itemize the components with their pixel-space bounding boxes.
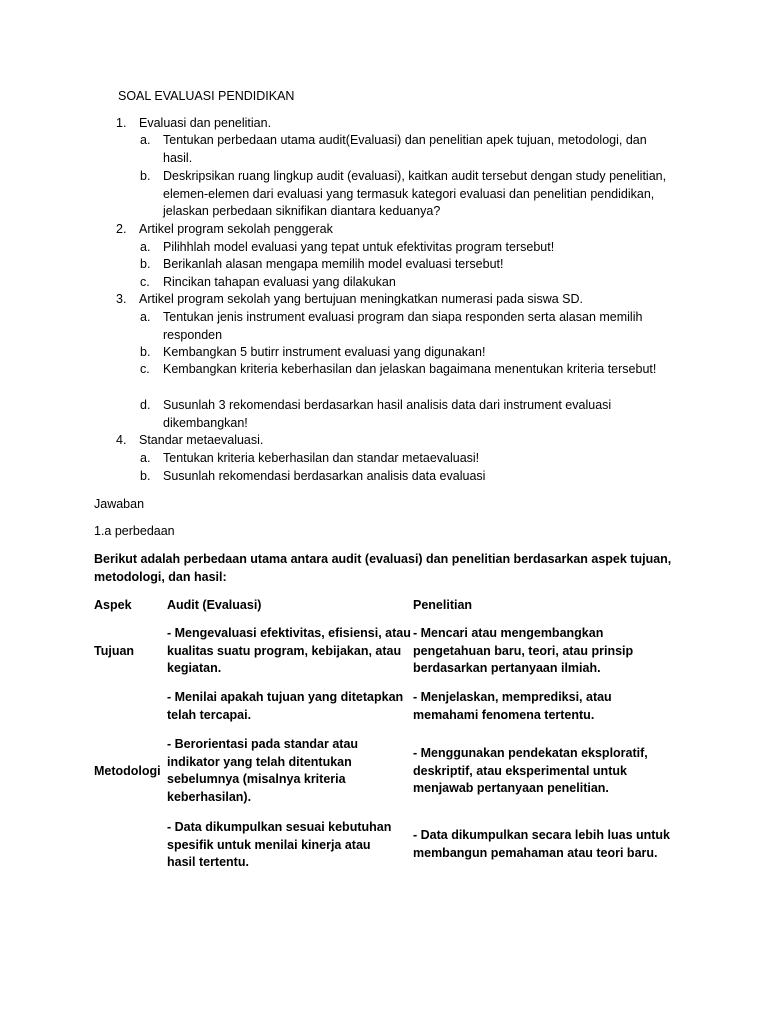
sub-letter: b. <box>140 469 151 483</box>
table-header-audit: Audit (Evaluasi) <box>167 598 262 612</box>
sub-text: Susunlah rekomendasi berdasarkan analisis data evaluasi <box>163 469 486 483</box>
answer-heading: Jawaban <box>94 497 145 511</box>
sub-letter: a. <box>140 451 151 465</box>
table-header-aspek: Aspek <box>94 598 132 612</box>
table-aspect-tujuan: Tujuan <box>94 644 135 658</box>
question-text: Evaluasi dan penelitian. <box>139 116 272 130</box>
sub-text: Kembangkan kriteria keberhasilan dan jelaskan bagaimana menentukan kriteria tersebut! <box>163 362 657 376</box>
question-text: Artikel program sekolah yang bertujuan meningkatkan numerasi pada siswa SD. <box>139 292 583 306</box>
answer-intro: Berikut adalah perbedaan utama antara audit (evaluasi) dan penelitian berdasarkan aspek tujuan, metodologi, dan hasil: <box>94 552 672 584</box>
sub-text: Tentukan jenis instrument evaluasi program dan siapa responden serta alasan memilih responden <box>163 310 643 342</box>
table-cell-audit: - Data dikumpulkan sesuai kebutuhan spesifik untuk menilai kinerja atau hasil tertentu. <box>167 820 392 870</box>
sub-text: Kembangkan 5 butirr instrument evaluasi yang digunakan! <box>163 345 486 359</box>
question-text: Standar metaevaluasi. <box>139 433 264 447</box>
sub-letter: d. <box>140 398 151 412</box>
table-cell-research: - Menjelaskan, memprediksi, atau memahami fenomena tertentu. <box>413 690 612 722</box>
sub-letter: b. <box>140 257 151 271</box>
sub-text: Pilihhlah model evaluasi yang tepat untuk efektivitas program tersebut! <box>163 240 555 254</box>
sub-letter: c. <box>140 362 150 376</box>
question-number: 1. <box>116 116 127 130</box>
question-text: Artikel program sekolah penggerak <box>139 222 333 236</box>
table-cell-audit: - Berorientasi pada standar atau indikator yang telah ditentukan sebelumnya (misalnya kriteria keberhasilan). <box>167 737 359 804</box>
sub-letter: a. <box>140 133 151 147</box>
sub-text: Berikanlah alasan mengapa memilih model evaluasi tersebut! <box>163 257 504 271</box>
sub-letter: b. <box>140 169 151 183</box>
sub-letter: a. <box>140 240 151 254</box>
sub-text: Rincikan tahapan evaluasi yang dilakukan <box>163 275 396 289</box>
sub-letter: a. <box>140 310 151 324</box>
sub-text: Deskripsikan ruang lingkup audit (evaluasi), kaitkan audit tersebut dengan study penelitian, elemen-elemen dari evaluasi yang termasuk kategori evaluasi dan penelitian pendidikan, jelaskan perbedaan siknifikan diantara keduanya? <box>163 169 667 219</box>
sub-text: Tentukan kriteria keberhasilan dan standar metaevaluasi! <box>163 451 480 465</box>
sub-letter: b. <box>140 345 151 359</box>
sub-letter: c. <box>140 275 150 289</box>
question-number: 4. <box>116 433 127 447</box>
sub-text: Susunlah 3 rekomendasi berdasarkan hasil analisis data dari instrument evaluasi dikembangkan! <box>163 398 612 430</box>
table-aspect-metodologi: Metodologi <box>94 764 161 778</box>
table-cell-research: - Mencari atau mengembangkan pengetahuan baru, teori, atau prinsip berdasarkan pertanyaan ilmiah. <box>413 626 634 676</box>
question-number: 3. <box>116 292 127 306</box>
table-cell-audit: - Mengevaluasi efektivitas, efisiensi, atau kualitas suatu program, kebijakan, atau kegiatan. <box>167 626 411 676</box>
document-title: SOAL EVALUASI PENDIDIKAN <box>118 89 295 103</box>
question-number: 2. <box>116 222 127 236</box>
sub-text: Tentukan perbedaan utama audit(Evaluasi) dan penelitian apek tujuan, metodologi, dan hasil. <box>163 133 647 165</box>
table-cell-research: - Data dikumpulkan secara lebih luas untuk membangun pemahaman atau teori baru. <box>413 828 671 860</box>
table-header-penelitian: Penelitian <box>413 598 473 612</box>
table-cell-research: - Menggunakan pendekatan eksploratif, deskriptif, atau eksperimental untuk menjawab pertanyaan penelitian. <box>413 746 648 796</box>
table-cell-audit: - Menilai apakah tujuan yang ditetapkan telah tercapai. <box>167 690 404 722</box>
answer-subheading: 1.a perbedaan <box>94 524 175 538</box>
